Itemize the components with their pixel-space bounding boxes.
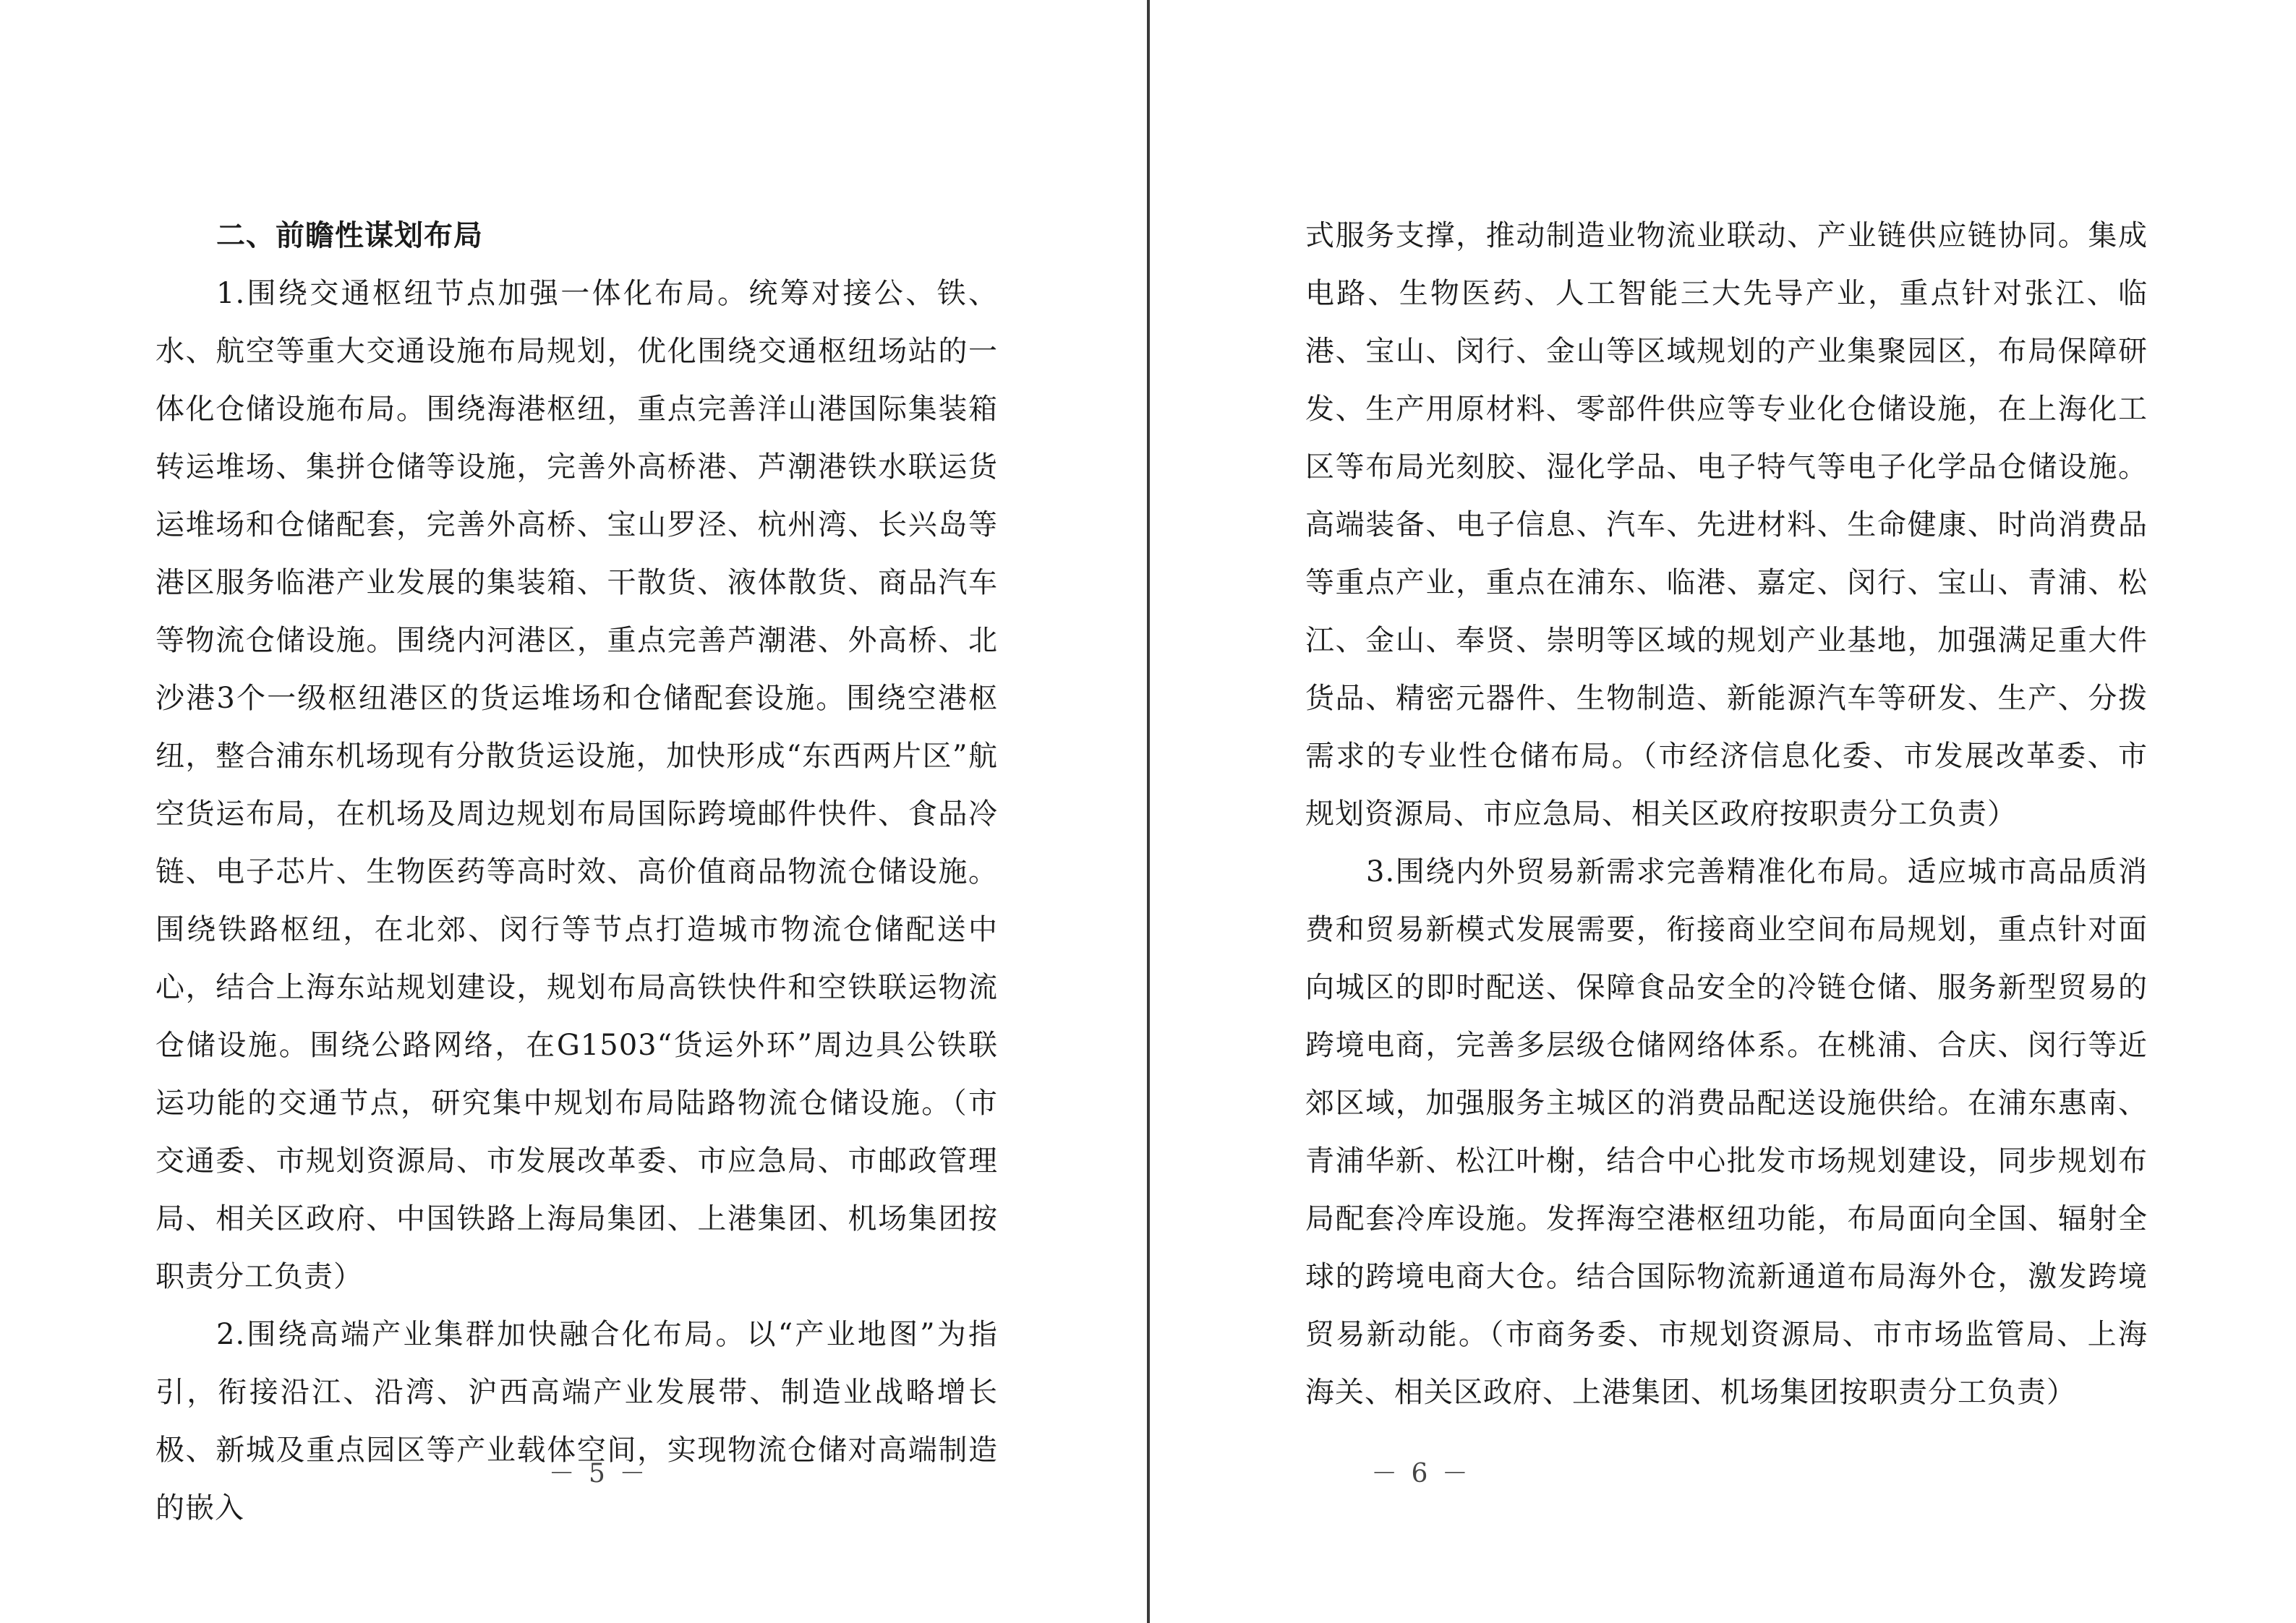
paragraph-industry-cluster-continued: 式服务支撑，推动制造业物流业联动、产业链供应链协同。集成电路、生物医药、人工智能三大先导产业，重点针对张江、临港、宝山、闵行、金山等区域规划的产业集聚园区，布局保障研发、生产用原材料、零部件供应等专业化仓储设施，在上海化工区等布局光刻胶、湿化学品、电子特气等电子化学品仓储设施。高端装备、电子信息、汽车、先进材料、生命健康、时尚消费品等重点产业，重点在浦东、临港、嘉定、闵行、宝山、青浦、松江、金山、奉贤、崇明等区域的规划产业基地，加强满足重大件货品、精密元器件、生物制造、新能源汽车等研发、生产、分拨需求的专业性仓储布局。（市经济信息化委、市发展改革委、市规划资源局、市应急局、相关区政府按职责分工负责） [1305,219,2148,831]
page-divider [1147,0,1150,1623]
page-6 [1305,0,2148,1623]
page-number-5: － 5 － [548,1459,649,1489]
paragraph-trade-demand-layout: 3.围绕内外贸易新需求完善精准化布局。适应城市高品质消费和贸易新模式发展需要，衔接商业空间布局规划，重点针对面向城区的即时配送、保障食品安全的冷链仓储、服务新型贸易的跨境电商，完善多层级仓储网络体系。在桃浦、合庆、闵行等近郊区域，加强服务主城区的消费品配送设施供给。在浦东惠南、青浦华新、松江叶榭，结合中心批发市场规划建设，同步规划布局配套冷库设施。发挥海空港枢纽功能，布局面向全国、辐射全球的跨境电商大仓。结合国际物流新通道布局海外仓，激发跨境贸易新动能。（市商务委、市规划资源局、市市场监管局、上海海关、相关区政府、上港集团、机场集团按职责分工负责） [1305,855,2148,1409]
page-6-body [1305,207,2148,1421]
page-number-6: － 6 － [1371,1459,1471,1489]
paragraph-transport-hub-layout: 1.围绕交通枢纽节点加强一体化布局。统筹对接公、铁、水、航空等重大交通设施布局规划，优化围绕交通枢纽场站的一体化仓储设施布局。围绕海港枢纽，重点完善洋山港国际集装箱转运堆场、集拼仓储等设施，完善外高桥港、芦潮港铁水联运货运堆场和仓储配套，完善外高桥、宝山罗泾、杭州湾、长兴岛等港区服务临港产业发展的集装箱、干散货、液体散货、商品汽车等物流仓储设施。围绕内河港区，重点完善芦潮港、外高桥、北沙港3个一级枢纽港区的货运堆场和仓储配套设施。围绕空港枢纽，整合浦东机场现有分散货运设施，加快形成“东西两片区”航空货运布局，在机场及周边规划布局国际跨境邮件快件、食品冷链、电子芯片、生物医药等高时效、高价值商品物流仓储设施。围绕铁路枢纽，在北郊、闵行等节点打造城市物流仓储配送中心，结合上海东站规划建设，规划布局高铁快件和空铁联运物流仓储设施。围绕公路网络，在G1503“货运外环”周边具公铁联运功能的交通节点，研究集中规划布局陆路物流仓储设施。（市交通委、市规划资源局、市发展改革委、市应急局、市邮政管理局、相关区政府、中国铁路上海局集团、上港集团、机场集团按职责分工负责） [155,277,998,1293]
section-heading: 二、前瞻性谋划布局 [216,219,483,252]
page-5 [155,0,998,1623]
paragraph-industry-cluster-layout: 2.围绕高端产业集群加快融合化布局。以“产业地图”为指引，衔接沿江、沿湾、沪西高端产业发展带、制造业战略增长极、新城及重点园区等产业载体空间，实现物流仓储对高端制造的嵌入 [155,1318,998,1525]
page-5-body [155,207,998,1537]
